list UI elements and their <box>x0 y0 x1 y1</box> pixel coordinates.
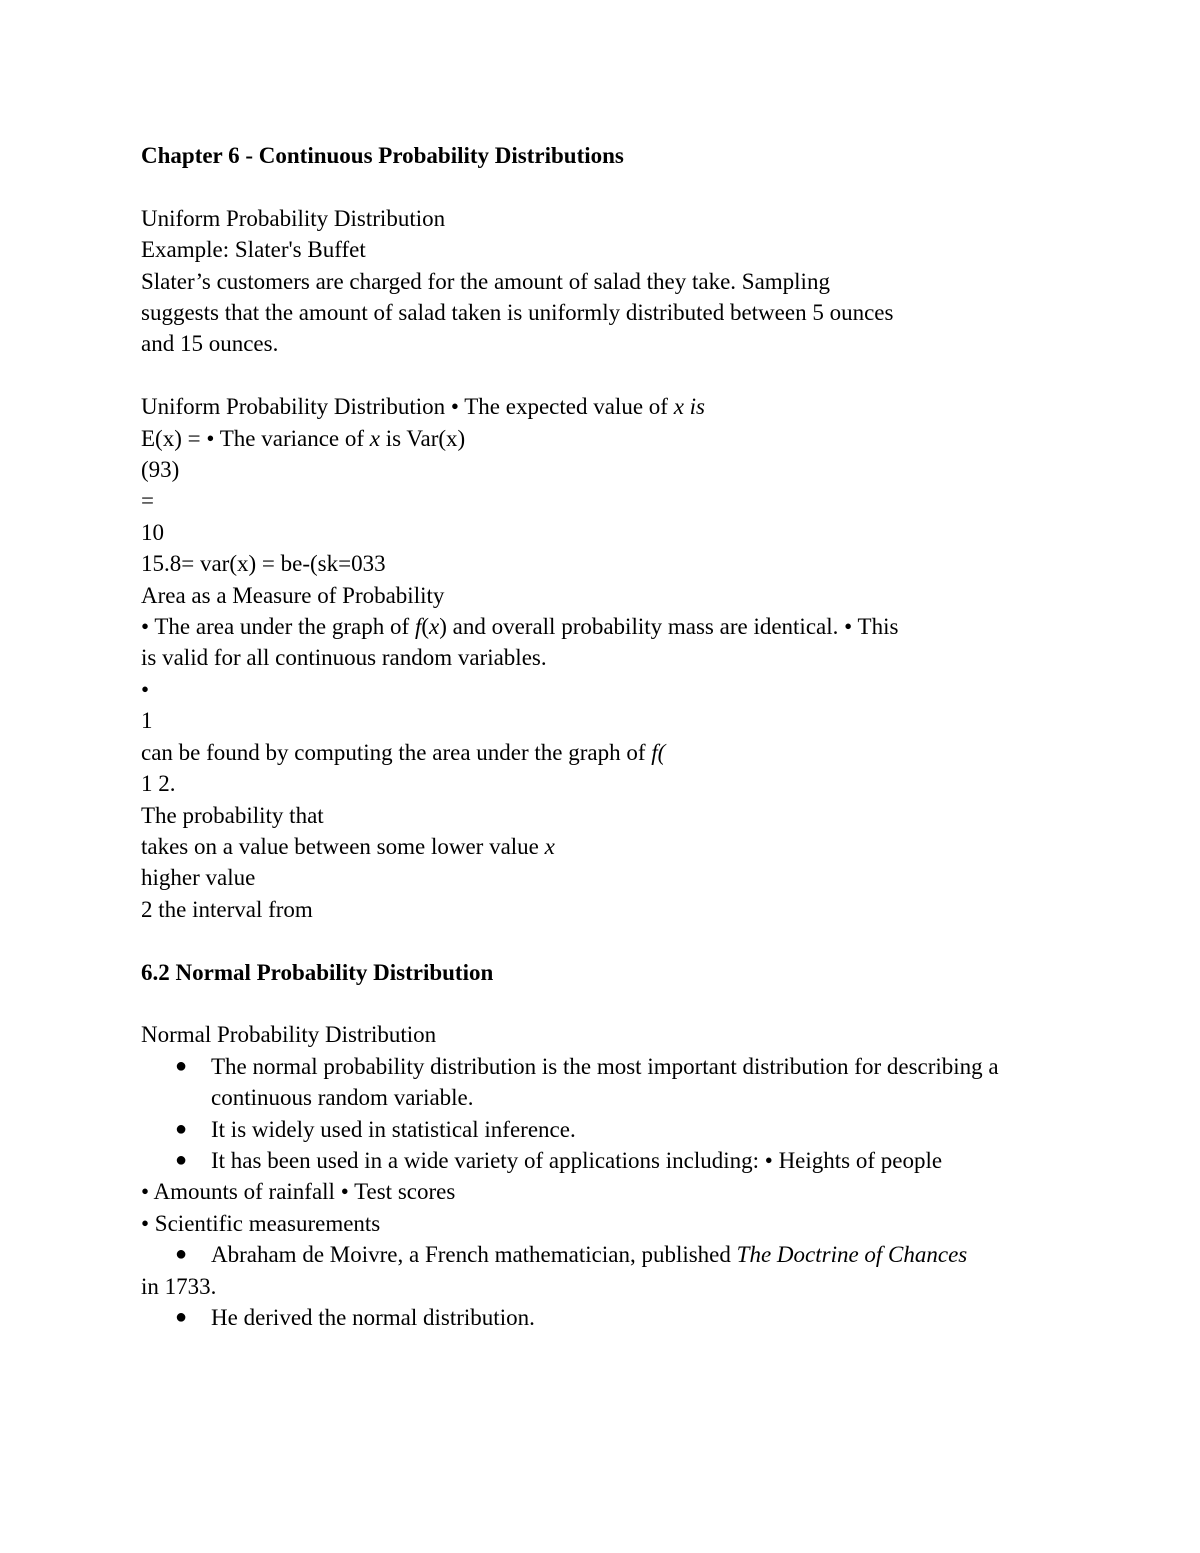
area-var: x <box>429 614 440 640</box>
area-text: ) and overall probability mass are identical. • This <box>439 614 899 640</box>
plain-line: • Amounts of rainfall • Test scores <box>141 1179 456 1205</box>
example-line: Example: Slater's Buffet <box>141 237 366 263</box>
expected-value-text: Uniform Probability Distribution • The expected value of <box>141 394 674 420</box>
spacer <box>141 988 1061 1019</box>
variance-line <box>141 423 1061 454</box>
demoivre-bullet-list <box>141 1239 1061 1270</box>
area-text: • The area under the graph of <box>141 614 415 640</box>
area-func: f <box>414 614 422 640</box>
formula-fragment: 10 <box>141 519 164 545</box>
area-line-1 <box>141 611 1061 642</box>
variance-text-1: E(x) = • The variance of <box>141 425 370 451</box>
normal-heading: Normal Probability Distribution <box>141 1022 437 1048</box>
area-text: can be found by computing the area under the graph of <box>141 739 652 765</box>
spacer <box>141 171 1061 202</box>
bullet-icon: ● <box>175 1148 188 1171</box>
bullet-icon: ● <box>175 1305 188 1328</box>
spacer <box>141 925 1061 956</box>
expected-value-var: x is <box>673 394 705 420</box>
formula-fragment: = <box>141 488 154 514</box>
list-item <box>175 1239 1061 1270</box>
formula-fragment: 15.8= var(x) = be-(sk=033 <box>141 551 386 577</box>
bullet-icon: ● <box>175 1117 188 1140</box>
area-line-3: • <box>141 676 150 702</box>
list-item-text: The normal probability distribution is the most important distribution for describing a continuous random variable. <box>211 1053 999 1111</box>
bullet-icon: ● <box>175 1243 188 1266</box>
area-var: x <box>544 833 555 859</box>
area-func: f( <box>651 739 666 765</box>
uniform-heading: Uniform Probability Distribution <box>141 205 446 231</box>
area-line-2: is valid for all continuous random variables. <box>141 645 547 671</box>
list-item-text: Abraham de Moivre, a French mathematician, published <box>211 1242 737 1268</box>
area-text: takes on a value between some lower value <box>141 833 545 859</box>
normal-bullet-list <box>141 1051 1061 1177</box>
list-item-text: It has been used in a wide variety of applications including: • Heights of people <box>211 1147 943 1173</box>
document-page <box>141 140 1061 1333</box>
area-line-8 <box>141 831 1061 862</box>
area-heading: Area as a Measure of Probability <box>141 582 445 608</box>
area-line-7: The probability that <box>141 802 324 828</box>
list-item <box>175 1145 1061 1176</box>
formula-fragment: (93) <box>141 457 180 483</box>
list-item <box>175 1051 1061 1114</box>
variance-text-2: is Var(x) <box>380 425 466 451</box>
bullet-icon: ● <box>175 1054 188 1077</box>
plain-line: in 1733. <box>141 1273 217 1299</box>
area-line-4: 1 <box>141 708 153 734</box>
uniform-paragraph-line-1: Slater’s customers are charged for the amount of salad they take. Sampling <box>141 268 830 294</box>
uniform-paragraph-line-2: suggests that the amount of salad taken is uniformly distributed between 5 ounces <box>141 300 894 326</box>
list-item <box>175 1114 1061 1145</box>
list-item-text: He derived the normal distribution. <box>211 1304 535 1330</box>
uniform-paragraph-line-3: and 15 ounces. <box>141 331 279 357</box>
area-line-10: 2 the interval from <box>141 896 313 922</box>
area-line-9: higher value <box>141 865 256 891</box>
plain-line: • Scientific measurements <box>141 1210 381 1236</box>
variance-var: x <box>369 425 380 451</box>
chapter-title: Chapter 6 - Continuous Probability Distributions <box>141 143 624 168</box>
list-item-text: It is widely used in statistical inference. <box>211 1116 576 1142</box>
section-title: 6.2 Normal Probability Distribution <box>141 959 494 985</box>
expected-value-line <box>141 391 1061 422</box>
spacer <box>141 360 1061 391</box>
area-line-5 <box>141 737 1061 768</box>
area-text: ( <box>421 614 429 640</box>
list-item <box>175 1302 1061 1333</box>
book-title: The Doctrine of Chances <box>736 1242 968 1268</box>
area-line-6: 1 2. <box>141 771 176 797</box>
final-bullet-list <box>141 1302 1061 1333</box>
